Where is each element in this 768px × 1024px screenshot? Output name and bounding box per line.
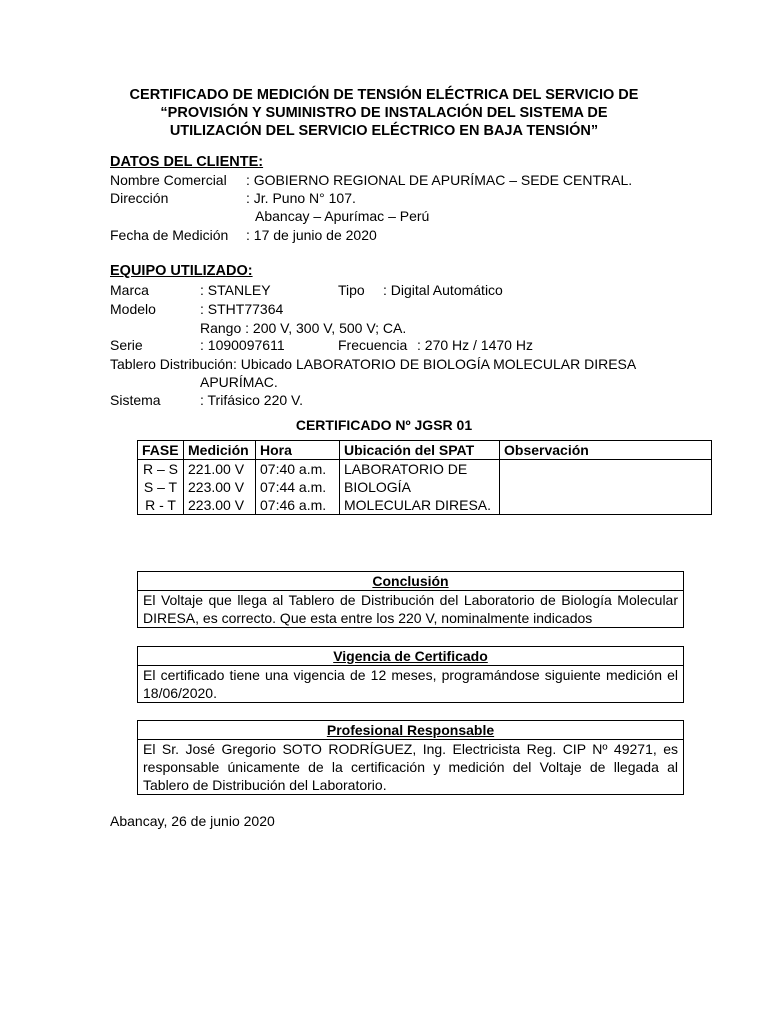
rango-value: Rango : 200 V, 300 V, 500 V; CA. (200, 320, 407, 336)
direccion-value-line-2: Abancay – Apurímac – Perú (255, 208, 430, 224)
header-ubicacion: Ubicación del SPAT (340, 441, 500, 460)
table-data-row (138, 460, 712, 515)
header-fase: FASE (138, 441, 184, 460)
marca-label: Marca (110, 282, 149, 298)
header-hora: Hora (256, 441, 340, 460)
medicion-cell (184, 460, 256, 515)
equipo-heading: EQUIPO UTILIZADO: (110, 263, 253, 279)
ubicacion-cell (340, 460, 500, 515)
medicion-value: 221.00 V (188, 461, 245, 477)
hora-value: 07:44 a.m. (260, 479, 327, 495)
ubicacion-line: BIOLOGÍA (344, 479, 411, 495)
tablero-text: Tablero Distribución: Ubicado LABORATORIO DE BIOLOGÍA MOLECULAR DIRESA (110, 356, 637, 372)
sistema-label: Sistema (110, 392, 161, 408)
fecha-medicion-label: Fecha de Medición (110, 227, 229, 243)
conclusion-box (137, 571, 684, 628)
header-medicion: Medición (184, 441, 256, 460)
tablero-text-line-2: APURÍMAC. (200, 374, 278, 390)
ubicacion-line: LABORATORIO DE (344, 461, 468, 477)
conclusion-heading: Conclusión (138, 572, 683, 591)
fase-value: S – T (143, 479, 178, 495)
document-title-line-1: CERTIFICADO DE MEDICIÓN DE TENSIÓN ELÉCTRICA DEL SERVICIO DE (129, 87, 639, 103)
profesional-text: El Sr. José Gregorio SOTO RODRÍGUEZ, Ing. Electricista Reg. CIP Nº 49271, es responsable únicamente de la certificación y medición del Voltaje de llegada al Tablero de Distribución del Laboratorio. (143, 741, 678, 793)
hora-value: 07:46 a.m. (260, 497, 327, 513)
certificado-number: CERTIFICADO Nº JGSR 01 (295, 417, 473, 433)
marca-value: : STANLEY (200, 282, 271, 298)
cliente-heading: DATOS DEL CLIENTE: (110, 154, 264, 170)
tipo-label: Tipo (338, 282, 365, 298)
table-header-row (138, 441, 712, 460)
place-date: Abancay, 26 de junio 2020 (110, 813, 275, 829)
serie-label: Serie (110, 337, 143, 353)
direccion-label: Dirección (110, 190, 169, 206)
frecuencia-label: Frecuencia (338, 337, 408, 353)
observacion-cell (500, 460, 712, 515)
vigencia-box (137, 646, 684, 703)
document-title-line-3: UTILIZACIÓN DEL SERVICIO ELÉCTRICO EN BAJA TENSIÓN” (169, 123, 599, 139)
frecuencia-value: : 270 Hz / 1470 Hz (417, 337, 533, 353)
document-title-line-2: “PROVISIÓN Y SUMINISTRO DE INSTALACIÓN DEL SISTEMA DE (160, 105, 608, 121)
medicion-value: 223.00 V (188, 479, 245, 495)
serie-value: : 1090097611 (200, 337, 285, 353)
fase-value: R - T (145, 497, 176, 513)
direccion-value: : Jr. Puno N° 107. (246, 190, 356, 206)
hora-cell (256, 460, 340, 515)
measurements-table (137, 440, 712, 515)
fase-value: R – S (142, 461, 178, 477)
medicion-value: 223.00 V (188, 497, 245, 513)
modelo-label: Modelo (110, 301, 156, 317)
nombre-comercial-value: : GOBIERNO REGIONAL DE APURÍMAC – SEDE CENTRAL. (246, 172, 633, 188)
vigencia-heading: Vigencia de Certificado (138, 647, 683, 666)
hora-value: 07:40 a.m. (260, 461, 327, 477)
nombre-comercial-label: Nombre Comercial (110, 172, 227, 188)
sistema-value: : Trifásico 220 V. (200, 392, 303, 408)
fase-cell (138, 460, 184, 515)
fecha-medicion-value: : 17 de junio de 2020 (246, 227, 377, 243)
header-observacion: Observación (500, 441, 712, 460)
profesional-heading: Profesional Responsable (138, 721, 683, 740)
profesional-box (137, 720, 684, 795)
conclusion-text: El Voltaje que llega al Tablero de Distribución del Laboratorio de Biología Molecular DIRESA, es correcto. Que esta entre los 220 V, nominalmente indicados (143, 592, 678, 626)
vigencia-text: El certificado tiene una vigencia de 12 meses, programándose siguiente medición el 18/06/2020. (143, 667, 678, 701)
ubicacion-line: MOLECULAR DIRESA. (344, 497, 492, 513)
modelo-value: : STHT77364 (200, 301, 284, 317)
tipo-value: : Digital Automático (383, 282, 503, 298)
